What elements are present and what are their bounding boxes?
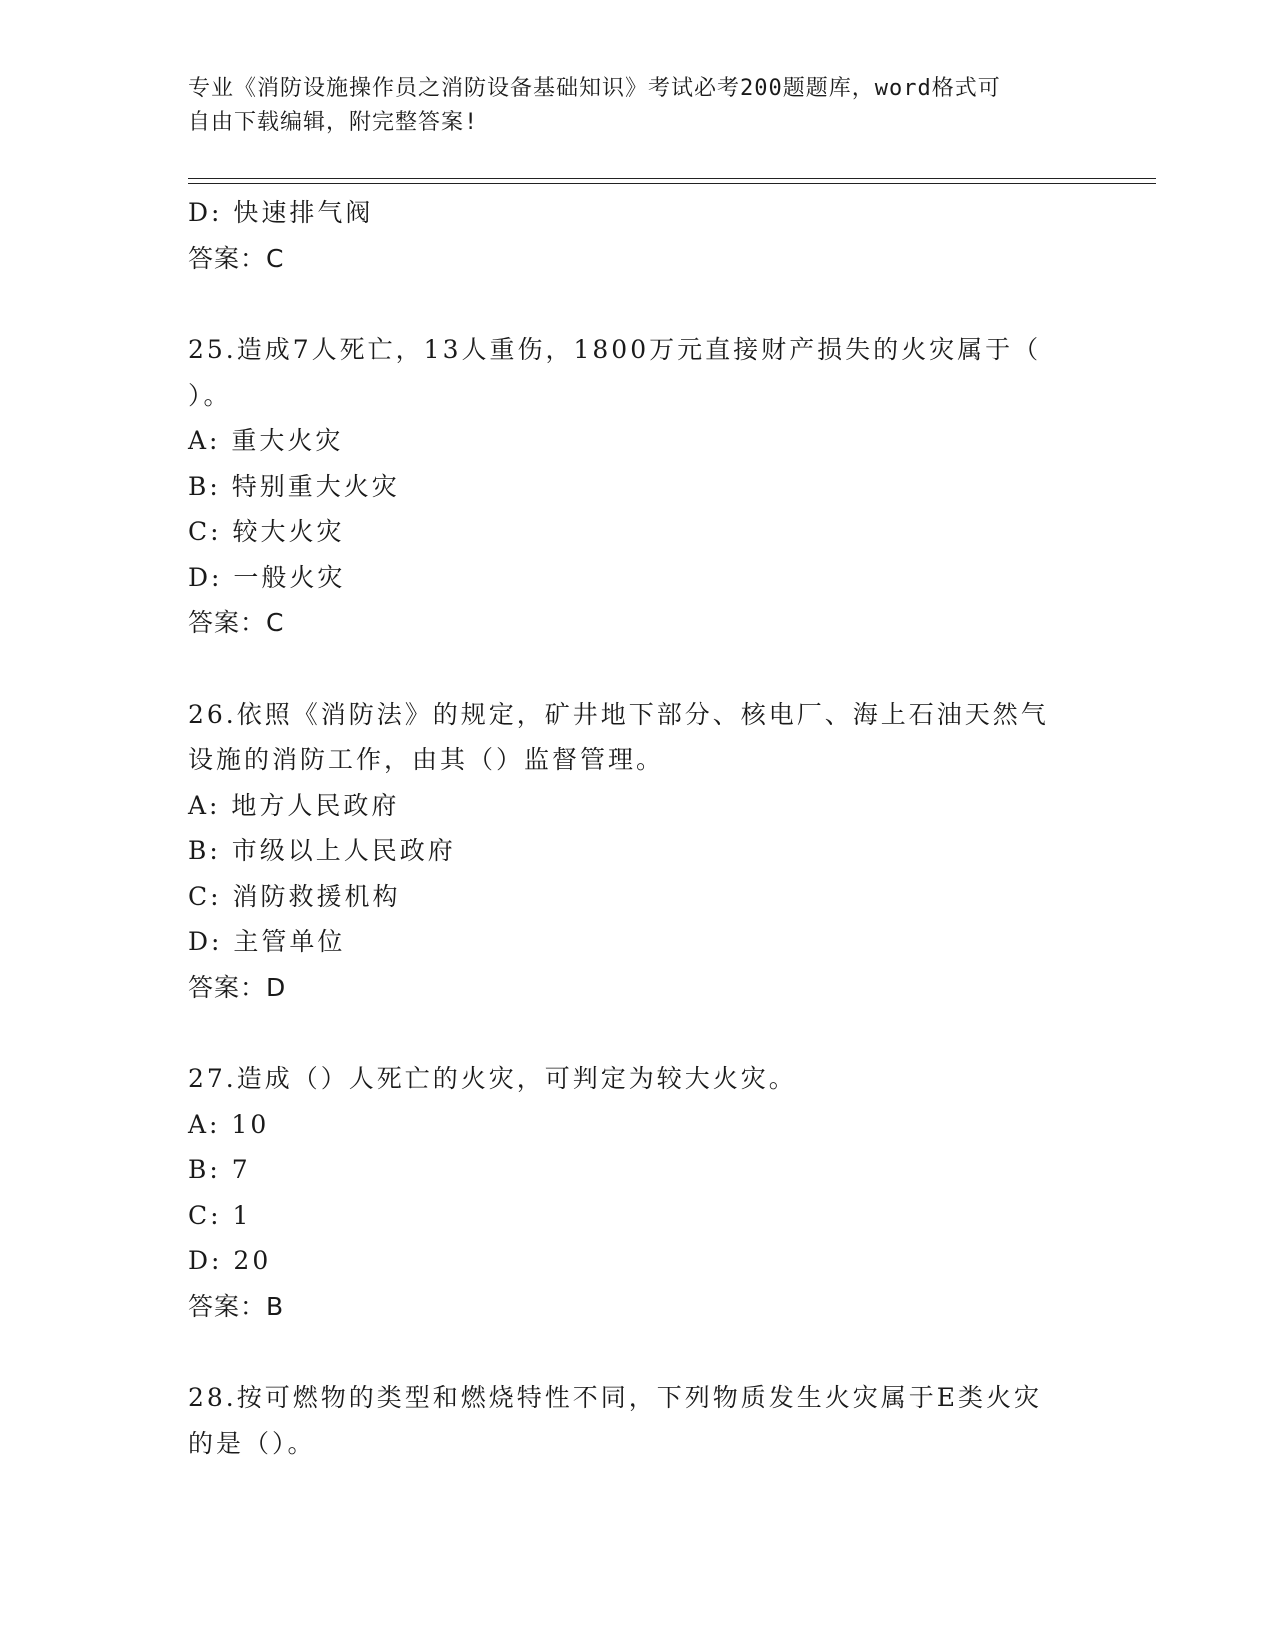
answer: 答案：D — [188, 972, 287, 1002]
answer: 答案：C — [188, 243, 285, 273]
question-text-line-2: 设施的消防工作，由其（）监督管理。 — [188, 745, 665, 774]
option-a: A: 10 — [188, 1109, 270, 1139]
header-rule-bottom — [188, 183, 1156, 184]
question-text-line-2: 的是（）。 — [188, 1428, 316, 1458]
question-text-line-1: 25.造成7人死亡，13人重伤，1800万元直接财产损失的火灾属于（ — [188, 335, 1042, 364]
question-25 — [188, 327, 1088, 646]
question-text-line-2: ）。 — [188, 380, 232, 410]
answer: 答案：C — [188, 608, 285, 637]
option-c: C: 消防救援机构 — [188, 881, 401, 911]
option-d: D: 20 — [188, 1246, 272, 1275]
question-27 — [188, 1056, 1088, 1329]
page-header — [188, 72, 1068, 140]
question-26 — [188, 692, 1088, 1011]
option-c: C: 1 — [188, 1200, 252, 1230]
option-a: A: 地方人民政府 — [188, 790, 400, 820]
question-text-line-1: 28.按可燃物的类型和燃烧特性不同，下列物质发生火灾属于E类火灾 — [188, 1383, 1043, 1412]
option-b: B: 7 — [188, 1155, 251, 1184]
previous-question-tail — [188, 190, 1088, 281]
option-d: D: 快速排气阀 — [188, 198, 374, 227]
question-text-line-1: 27.造成（）人死亡的火灾，可判定为较大火灾。 — [188, 1064, 797, 1093]
option-b: B: 市级以上人民政府 — [188, 836, 456, 865]
option-c: C: 较大火灾 — [188, 517, 345, 546]
header-rule-top — [188, 178, 1156, 179]
option-b: B: 特别重大火灾 — [188, 471, 400, 501]
header-line-1: 专业《消防设施操作员之消防设备基础知识》考试必考200题题库，word格式可 — [188, 76, 1001, 101]
option-a: A: 重大火灾 — [188, 426, 344, 455]
question-text-line-1: 26.依照《消防法》的规定，矿井地下部分、核电厂、海上石油天然气 — [188, 699, 1049, 729]
question-28 — [188, 1375, 1088, 1466]
option-d: D: 主管单位 — [188, 927, 346, 956]
option-d: D: 一般火灾 — [188, 562, 346, 592]
header-line-2: 自由下载编辑，附完整答案! — [188, 110, 479, 135]
question-list — [188, 190, 1088, 1466]
answer: 答案：B — [188, 1291, 285, 1321]
